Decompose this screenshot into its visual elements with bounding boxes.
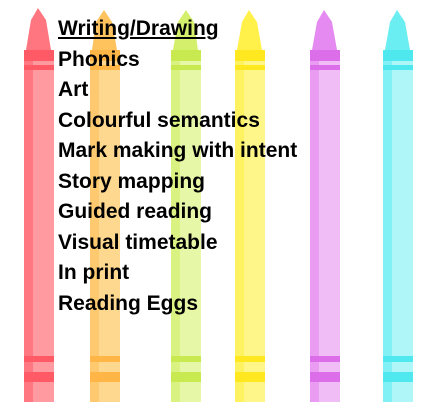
list-item-story-mapping: Story mapping [58,169,206,193]
list-heading: Writing/Drawing [58,17,219,40]
list-item-in-print: In print [58,261,130,284]
red-crayon [24,8,54,402]
list-item-reading-eggs: Reading Eggs [58,291,199,315]
list-item-mark-making: Mark making with intent [58,139,298,162]
list-item-visual-timetable: Visual timetable [58,230,218,254]
list-item-phonics: Phonics [58,47,140,71]
list-item-colourful-semantics: Colourful semantics [58,108,260,132]
list-item-guided-reading: Guided reading [58,200,213,223]
cyan-crayon [383,10,413,402]
purple-crayon [310,10,340,402]
list-item-art: Art [58,78,89,101]
activity-list [58,14,297,319]
